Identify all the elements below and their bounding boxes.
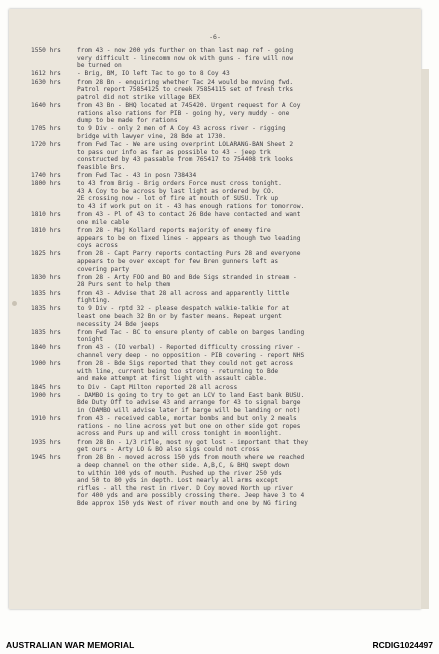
entry-time: 1900 hrs	[31, 391, 61, 399]
entry-text: to 9 Div - only 2 men of A Coy 43 across river - rigging bridge with lawyer vine, 28 Bde at 1730.	[77, 125, 286, 140]
diary-entry	[31, 360, 409, 383]
diary-entry	[31, 329, 409, 344]
entry-text: from Fwd Tac - We are using overprint LOLARANG-BAN Sheet 2 to pass our info as far as possible to 43 - jeep trk constructed by 43 passable from 765417 to 754408 trk looks feasible Brs.	[77, 141, 294, 171]
document-page	[9, 9, 421, 609]
diary-entry	[31, 305, 409, 328]
archive-reference: RCDIG1024497	[372, 640, 433, 650]
diary-entry	[31, 250, 409, 273]
diary-entry	[31, 125, 409, 140]
diary-entry	[31, 439, 409, 454]
entry-text: from 28 - Maj Kollard reports majority of enemy fire appears to be on fixed lines - appears as though two leading coys across	[77, 227, 301, 250]
diary-entry	[31, 274, 409, 289]
entry-text: from 43 - now 200 yds further on than last map ref - going very difficult - linecomm now ok with guns - fire will now be turned on	[77, 47, 294, 70]
diary-entry	[31, 172, 409, 180]
entry-text: to 43 from Brig - Brig orders Force must cross tonight. 43 A Coy to be across by last light as ordered by CO. 2E crossing now - lot of fire at mouth of SUSU. Trk up to 43 if work put on it - 43 has enough rations for tomorrow.	[77, 180, 305, 211]
entry-text: from Fwd Tac - BC to ensure plenty of cable on barges landing tonight	[77, 328, 305, 344]
entry-time: 1810 hrs	[31, 211, 61, 219]
diary-entry	[31, 211, 409, 226]
entry-time: 1845 hrs	[31, 383, 61, 391]
entry-time: 1835 hrs	[31, 289, 61, 297]
entry-time: 1630 hrs	[31, 78, 61, 86]
diary-entry	[31, 79, 409, 102]
entry-time: 1830 hrs	[31, 273, 61, 281]
entry-text: - Brig, BM, IO left Tac to go to 8 Coy 43	[77, 70, 230, 78]
diary-entry	[31, 384, 409, 392]
entry-time: 1835 hrs	[31, 305, 61, 313]
diary-entry	[31, 344, 409, 359]
entry-text: from 43 - Advise that 28 all across and apparently little fighting.	[77, 289, 290, 305]
entry-text: from 28 Bn - 1/3 rifle, most ny got lost - important that they get ours - Arty LO & BO also sigs could not cross	[77, 438, 308, 454]
entry-time: 1910 hrs	[31, 415, 61, 423]
punch-hole	[12, 301, 17, 306]
entry-time: 1720 hrs	[31, 141, 61, 149]
diary-entry	[31, 227, 409, 250]
diary-entry	[31, 392, 409, 415]
entry-time: 1810 hrs	[31, 227, 61, 234]
entry-time: 1945 hrs	[31, 454, 61, 462]
entry-time: 1835 hrs	[31, 328, 61, 336]
entry-text: from 28 - Arty FOO and BO and Bde Sigs stranded in stream - 28 Purs sent to help them	[77, 273, 297, 289]
entry-text: to Div - Capt Milton reported 28 all across	[77, 383, 238, 391]
entry-text: from 43 - (IO verbal) - Reported difficulty crossing river - channel very deep - no opposition - PIB covering - report NHS	[77, 344, 305, 360]
entry-time: 1840 hrs	[31, 344, 61, 352]
entry-text: from 28 - Bde Sigs reported that they could not get across with line, current being too strong - returning to Bde and make attempt at first light with assault cable.	[77, 360, 294, 383]
diary-entry	[31, 454, 409, 507]
diary-entry	[31, 141, 409, 171]
entry-text: from 28 Bn - enquiring whether Tac 24 would be moving fwd. Patrol report 75854125 to creek 75854115 set of fresh trks patrol did not strike village BEX	[77, 78, 294, 101]
entry-text: from 43 Bn - BHQ located at 745420. Urgent request for A Coy rations also rations for PIB - going hy, very muddy - one dump to be made for rations	[77, 101, 301, 125]
diary-entry	[31, 102, 409, 125]
entry-text: from 28 - Capt Parry reports contacting Purs 28 and everyone appears to be over except for few Bren gunners left as covering party	[77, 250, 301, 273]
page-number: -6-	[209, 33, 221, 41]
entry-time: 1612 hrs	[31, 70, 61, 78]
diary-entry	[31, 290, 409, 305]
entry-time: 1935 hrs	[31, 438, 61, 446]
diary-entry	[31, 70, 409, 78]
diary-entry	[31, 180, 409, 210]
diary-entry	[31, 415, 409, 438]
entry-text: from 28 Bn - moved across 150 yds from mouth where we reached a deep channel on the other side. A,B,C, & BHQ swept down to within 100 yds of mouth. Pushed up the river 250 yds and 50 to 80 yds in depth. Lost nearly all arms except rifles - all the rest in river. D Coy moved North up river for 400 yds and are possibly crossing there. Jeep have 3 to 4 Bde approx 150 yds West of river mouth and one by NG firing	[77, 454, 305, 507]
entry-time: 1900 hrs	[31, 360, 61, 368]
entry-time: 1550 hrs	[31, 47, 61, 54]
entry-time: 1800 hrs	[31, 180, 61, 188]
entry-text: to 9 Div - rptd 32 - please despatch walkie-talkie for at least one beach 32 Bn or by faster means. Repeat urgent necessity 24 Bde jeeps	[77, 305, 290, 328]
entry-time: 1740 hrs	[31, 172, 61, 180]
entry-time: 1705 hrs	[31, 125, 61, 133]
entry-text: from 43 - Pl of 43 to contact 26 Bde have contacted and want one mile cable	[77, 211, 301, 226]
diary-entry	[31, 47, 409, 70]
entry-text: - DAMBO is going to try to get an LCV to land East bank BUSU. Bde Duty Off to advise 43 and arrange for 43 to signal barge in (DAMBO will advise later if barge will be landing or not)	[77, 391, 305, 414]
entry-text: from Fwd Tac - 43 in posn 738434	[77, 172, 197, 180]
archive-credit: AUSTRALIAN WAR MEMORIAL	[6, 640, 135, 650]
war-diary-entries	[31, 47, 409, 508]
entry-text: from 43 - received cable, mortar bombs and but only 2 meals rations - no line across yet but one on other side got ropes across and Purs up and will cross tonight in moonlight.	[77, 415, 301, 438]
entry-time: 1640 hrs	[31, 101, 61, 109]
entry-time: 1825 hrs	[31, 250, 61, 258]
